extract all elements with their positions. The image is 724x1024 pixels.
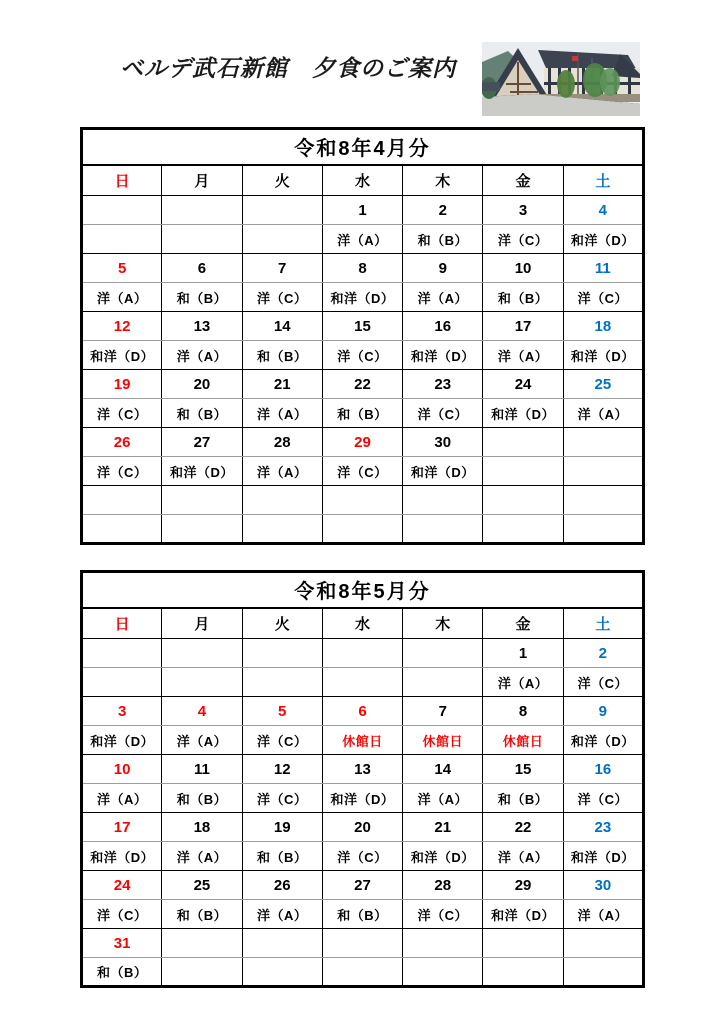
- date-row: [82, 254, 644, 283]
- meal-cell: 和（B）: [242, 842, 322, 871]
- date-cell: 11: [563, 254, 643, 283]
- date-cell: [162, 929, 242, 958]
- meal-cell: [322, 958, 402, 987]
- meal-cell: [242, 225, 322, 254]
- date-cell: [242, 196, 322, 225]
- date-cell: 2: [563, 639, 643, 668]
- date-cell: 19: [242, 813, 322, 842]
- date-cell: 22: [322, 370, 402, 399]
- meal-cell: 和（B）: [82, 958, 162, 987]
- meal-cell: 和（B）: [483, 283, 563, 312]
- date-cell: 3: [82, 697, 162, 726]
- weekday-row: [82, 165, 644, 196]
- meal-cell: [403, 958, 483, 987]
- meal-cell: 休館日: [403, 726, 483, 755]
- date-cell: [483, 929, 563, 958]
- meal-cell: 和（B）: [162, 399, 242, 428]
- photo-flag: [572, 56, 578, 61]
- meal-cell: 洋（A）: [162, 726, 242, 755]
- date-cell: [563, 428, 643, 457]
- date-cell: 22: [483, 813, 563, 842]
- page-title: ベルデ武石新館 夕食のご案内: [120, 55, 456, 81]
- date-cell: 23: [563, 813, 643, 842]
- date-cell: 31: [82, 929, 162, 958]
- meal-cell: 洋（A）: [162, 842, 242, 871]
- date-cell: 7: [242, 254, 322, 283]
- meal-cell: 洋（A）: [563, 900, 643, 929]
- meal-cell: 洋（C）: [242, 784, 322, 813]
- date-cell: 1: [483, 639, 563, 668]
- meal-cell: 和洋（D）: [563, 225, 643, 254]
- meal-cell: 和洋（D）: [403, 341, 483, 370]
- meal-cell: 和（B）: [483, 784, 563, 813]
- meal-cell: 休館日: [322, 726, 402, 755]
- meal-cell: 洋（C）: [563, 668, 643, 697]
- date-cell: [403, 486, 483, 515]
- meal-cell: [162, 958, 242, 987]
- date-row: [82, 639, 644, 668]
- meal-cell: 洋（A）: [82, 784, 162, 813]
- date-cell: 6: [162, 254, 242, 283]
- date-cell: 4: [563, 196, 643, 225]
- date-cell: 9: [563, 697, 643, 726]
- date-cell: [242, 486, 322, 515]
- date-cell: [322, 486, 402, 515]
- date-cell: 25: [563, 370, 643, 399]
- meal-cell: [162, 515, 242, 544]
- weekday-cell: 火: [242, 165, 322, 196]
- weekday-cell: 水: [322, 608, 402, 639]
- weekday-cell: 日: [82, 165, 162, 196]
- calendar-april: [80, 127, 645, 545]
- date-cell: 21: [242, 370, 322, 399]
- meal-row: [82, 726, 644, 755]
- meal-row: [82, 457, 644, 486]
- weekday-cell: 火: [242, 608, 322, 639]
- date-cell: 30: [403, 428, 483, 457]
- weekday-cell: 水: [322, 165, 402, 196]
- date-cell: 9: [403, 254, 483, 283]
- date-cell: 14: [242, 312, 322, 341]
- meal-cell: [82, 515, 162, 544]
- meal-cell: 洋（C）: [563, 784, 643, 813]
- meal-cell: 和洋（D）: [563, 842, 643, 871]
- date-cell: [483, 428, 563, 457]
- meal-cell: [563, 958, 643, 987]
- date-cell: 24: [82, 871, 162, 900]
- date-cell: 10: [82, 755, 162, 784]
- meal-cell: [563, 457, 643, 486]
- meal-cell: 和（B）: [162, 900, 242, 929]
- weekday-cell: 日: [82, 608, 162, 639]
- weekday-cell: 土: [563, 608, 643, 639]
- meal-cell: [483, 457, 563, 486]
- date-cell: 15: [483, 755, 563, 784]
- calendar-table-may: [80, 570, 645, 988]
- meal-cell: 和洋（D）: [483, 399, 563, 428]
- meal-cell: 和（B）: [322, 900, 402, 929]
- meal-row: [82, 283, 644, 312]
- date-cell: 20: [162, 370, 242, 399]
- meal-cell: 和（B）: [322, 399, 402, 428]
- photo-tree-center: [557, 70, 575, 98]
- date-cell: 2: [403, 196, 483, 225]
- date-cell: 29: [483, 871, 563, 900]
- meal-cell: 和洋（D）: [563, 341, 643, 370]
- date-row: [82, 697, 644, 726]
- date-cell: 16: [403, 312, 483, 341]
- meal-cell: [563, 515, 643, 544]
- facility-photo: [482, 42, 640, 116]
- date-cell: [82, 196, 162, 225]
- meal-cell: [162, 225, 242, 254]
- meal-cell: 洋（C）: [322, 457, 402, 486]
- meal-cell: 洋（A）: [563, 399, 643, 428]
- meal-row: [82, 399, 644, 428]
- meal-cell: 和洋（D）: [162, 457, 242, 486]
- calendar-title-row: [82, 572, 644, 608]
- meal-cell: [82, 225, 162, 254]
- calendar-title: 令和8年4月分: [82, 129, 644, 165]
- meal-cell: 和洋（D）: [82, 341, 162, 370]
- meal-cell: 洋（C）: [82, 900, 162, 929]
- date-cell: 20: [322, 813, 402, 842]
- date-cell: 12: [242, 755, 322, 784]
- date-row: [82, 755, 644, 784]
- date-cell: 16: [563, 755, 643, 784]
- date-cell: 26: [242, 871, 322, 900]
- date-row: [82, 196, 644, 225]
- meal-cell: [483, 515, 563, 544]
- meal-cell: 洋（C）: [242, 726, 322, 755]
- meal-cell: [162, 668, 242, 697]
- date-cell: [242, 929, 322, 958]
- date-cell: 26: [82, 428, 162, 457]
- meal-row: [82, 842, 644, 871]
- date-cell: 12: [82, 312, 162, 341]
- weekday-cell: 金: [483, 608, 563, 639]
- meal-cell: 和洋（D）: [483, 900, 563, 929]
- meal-cell: 和洋（D）: [403, 457, 483, 486]
- meal-cell: 洋（A）: [242, 457, 322, 486]
- date-cell: [162, 639, 242, 668]
- meal-cell: 洋（C）: [563, 283, 643, 312]
- meal-cell: 洋（A）: [483, 341, 563, 370]
- meal-row: [82, 900, 644, 929]
- date-row: [82, 312, 644, 341]
- date-cell: 15: [322, 312, 402, 341]
- date-cell: 18: [162, 813, 242, 842]
- meal-cell: [242, 958, 322, 987]
- date-cell: 7: [403, 697, 483, 726]
- weekday-cell: 土: [563, 165, 643, 196]
- date-cell: [563, 929, 643, 958]
- calendar-title-row: [82, 129, 644, 165]
- calendar-may: [80, 570, 645, 988]
- meal-cell: 和洋（D）: [563, 726, 643, 755]
- meal-row: [82, 668, 644, 697]
- date-cell: 27: [322, 871, 402, 900]
- meal-cell: 洋（C）: [322, 341, 402, 370]
- weekday-cell: 月: [162, 165, 242, 196]
- date-cell: 21: [403, 813, 483, 842]
- date-cell: 24: [483, 370, 563, 399]
- date-cell: 28: [242, 428, 322, 457]
- date-row: [82, 486, 644, 515]
- date-cell: [82, 639, 162, 668]
- weekday-cell: 木: [403, 608, 483, 639]
- meal-cell: 和洋（D）: [322, 283, 402, 312]
- date-cell: [403, 929, 483, 958]
- meal-cell: [82, 668, 162, 697]
- date-cell: 3: [483, 196, 563, 225]
- date-cell: 17: [483, 312, 563, 341]
- date-cell: 8: [322, 254, 402, 283]
- calendar-title: 令和8年5月分: [82, 572, 644, 608]
- date-cell: 13: [322, 755, 402, 784]
- date-row: [82, 370, 644, 399]
- date-row: [82, 813, 644, 842]
- date-cell: [563, 486, 643, 515]
- date-cell: [483, 486, 563, 515]
- meal-cell: [322, 515, 402, 544]
- date-cell: [242, 639, 322, 668]
- photo-tree-right-2: [600, 68, 620, 96]
- date-cell: 29: [322, 428, 402, 457]
- meal-cell: 洋（C）: [403, 900, 483, 929]
- date-cell: 28: [403, 871, 483, 900]
- meal-cell: [242, 668, 322, 697]
- date-cell: 11: [162, 755, 242, 784]
- date-cell: 17: [82, 813, 162, 842]
- weekday-cell: 月: [162, 608, 242, 639]
- meal-cell: [322, 668, 402, 697]
- calendar-table-april: [80, 127, 645, 545]
- date-cell: 4: [162, 697, 242, 726]
- meal-cell: [242, 515, 322, 544]
- meal-row: [82, 341, 644, 370]
- date-cell: 25: [162, 871, 242, 900]
- meal-cell: 洋（A）: [242, 399, 322, 428]
- meal-cell: 洋（A）: [483, 842, 563, 871]
- meal-cell: 和（B）: [242, 341, 322, 370]
- date-cell: [162, 196, 242, 225]
- date-cell: 1: [322, 196, 402, 225]
- date-cell: 18: [563, 312, 643, 341]
- meal-row: [82, 958, 644, 987]
- meal-cell: 和（B）: [162, 784, 242, 813]
- date-cell: 10: [483, 254, 563, 283]
- meal-cell: 洋（C）: [403, 399, 483, 428]
- date-row: [82, 929, 644, 958]
- meal-row: [82, 784, 644, 813]
- meal-cell: 洋（A）: [162, 341, 242, 370]
- date-cell: 23: [403, 370, 483, 399]
- meal-cell: 和洋（D）: [403, 842, 483, 871]
- date-cell: 30: [563, 871, 643, 900]
- weekday-row: [82, 608, 644, 639]
- meal-cell: 洋（A）: [403, 283, 483, 312]
- date-cell: [322, 639, 402, 668]
- date-cell: 19: [82, 370, 162, 399]
- meal-cell: 和洋（D）: [322, 784, 402, 813]
- date-cell: 6: [322, 697, 402, 726]
- meal-cell: [403, 515, 483, 544]
- date-cell: 13: [162, 312, 242, 341]
- meal-cell: 洋（A）: [483, 668, 563, 697]
- date-cell: [162, 486, 242, 515]
- weekday-cell: 金: [483, 165, 563, 196]
- meal-cell: 洋（A）: [242, 900, 322, 929]
- meal-row: [82, 515, 644, 544]
- date-cell: [322, 929, 402, 958]
- date-row: [82, 871, 644, 900]
- weekday-cell: 木: [403, 165, 483, 196]
- meal-cell: 和（B）: [162, 283, 242, 312]
- meal-cell: [403, 668, 483, 697]
- date-cell: 27: [162, 428, 242, 457]
- date-cell: [82, 486, 162, 515]
- meal-cell: 和（B）: [403, 225, 483, 254]
- date-cell: 14: [403, 755, 483, 784]
- date-cell: 5: [242, 697, 322, 726]
- meal-row: [82, 225, 644, 254]
- date-row: [82, 428, 644, 457]
- meal-cell: 洋（C）: [242, 283, 322, 312]
- calendar-body: [82, 196, 644, 544]
- meal-cell: 洋（C）: [82, 457, 162, 486]
- meal-cell: 洋（A）: [82, 283, 162, 312]
- meal-cell: 洋（C）: [82, 399, 162, 428]
- photo-left-dark-roof: [482, 82, 500, 91]
- date-cell: [403, 639, 483, 668]
- meal-cell: 和洋（D）: [82, 842, 162, 871]
- date-cell: 8: [483, 697, 563, 726]
- meal-cell: 洋（C）: [322, 842, 402, 871]
- meal-cell: 和洋（D）: [82, 726, 162, 755]
- meal-cell: 洋（A）: [403, 784, 483, 813]
- meal-cell: 洋（A）: [322, 225, 402, 254]
- date-cell: 5: [82, 254, 162, 283]
- meal-cell: 休館日: [483, 726, 563, 755]
- calendar-body: [82, 639, 644, 987]
- meal-cell: 洋（C）: [483, 225, 563, 254]
- meal-cell: [483, 958, 563, 987]
